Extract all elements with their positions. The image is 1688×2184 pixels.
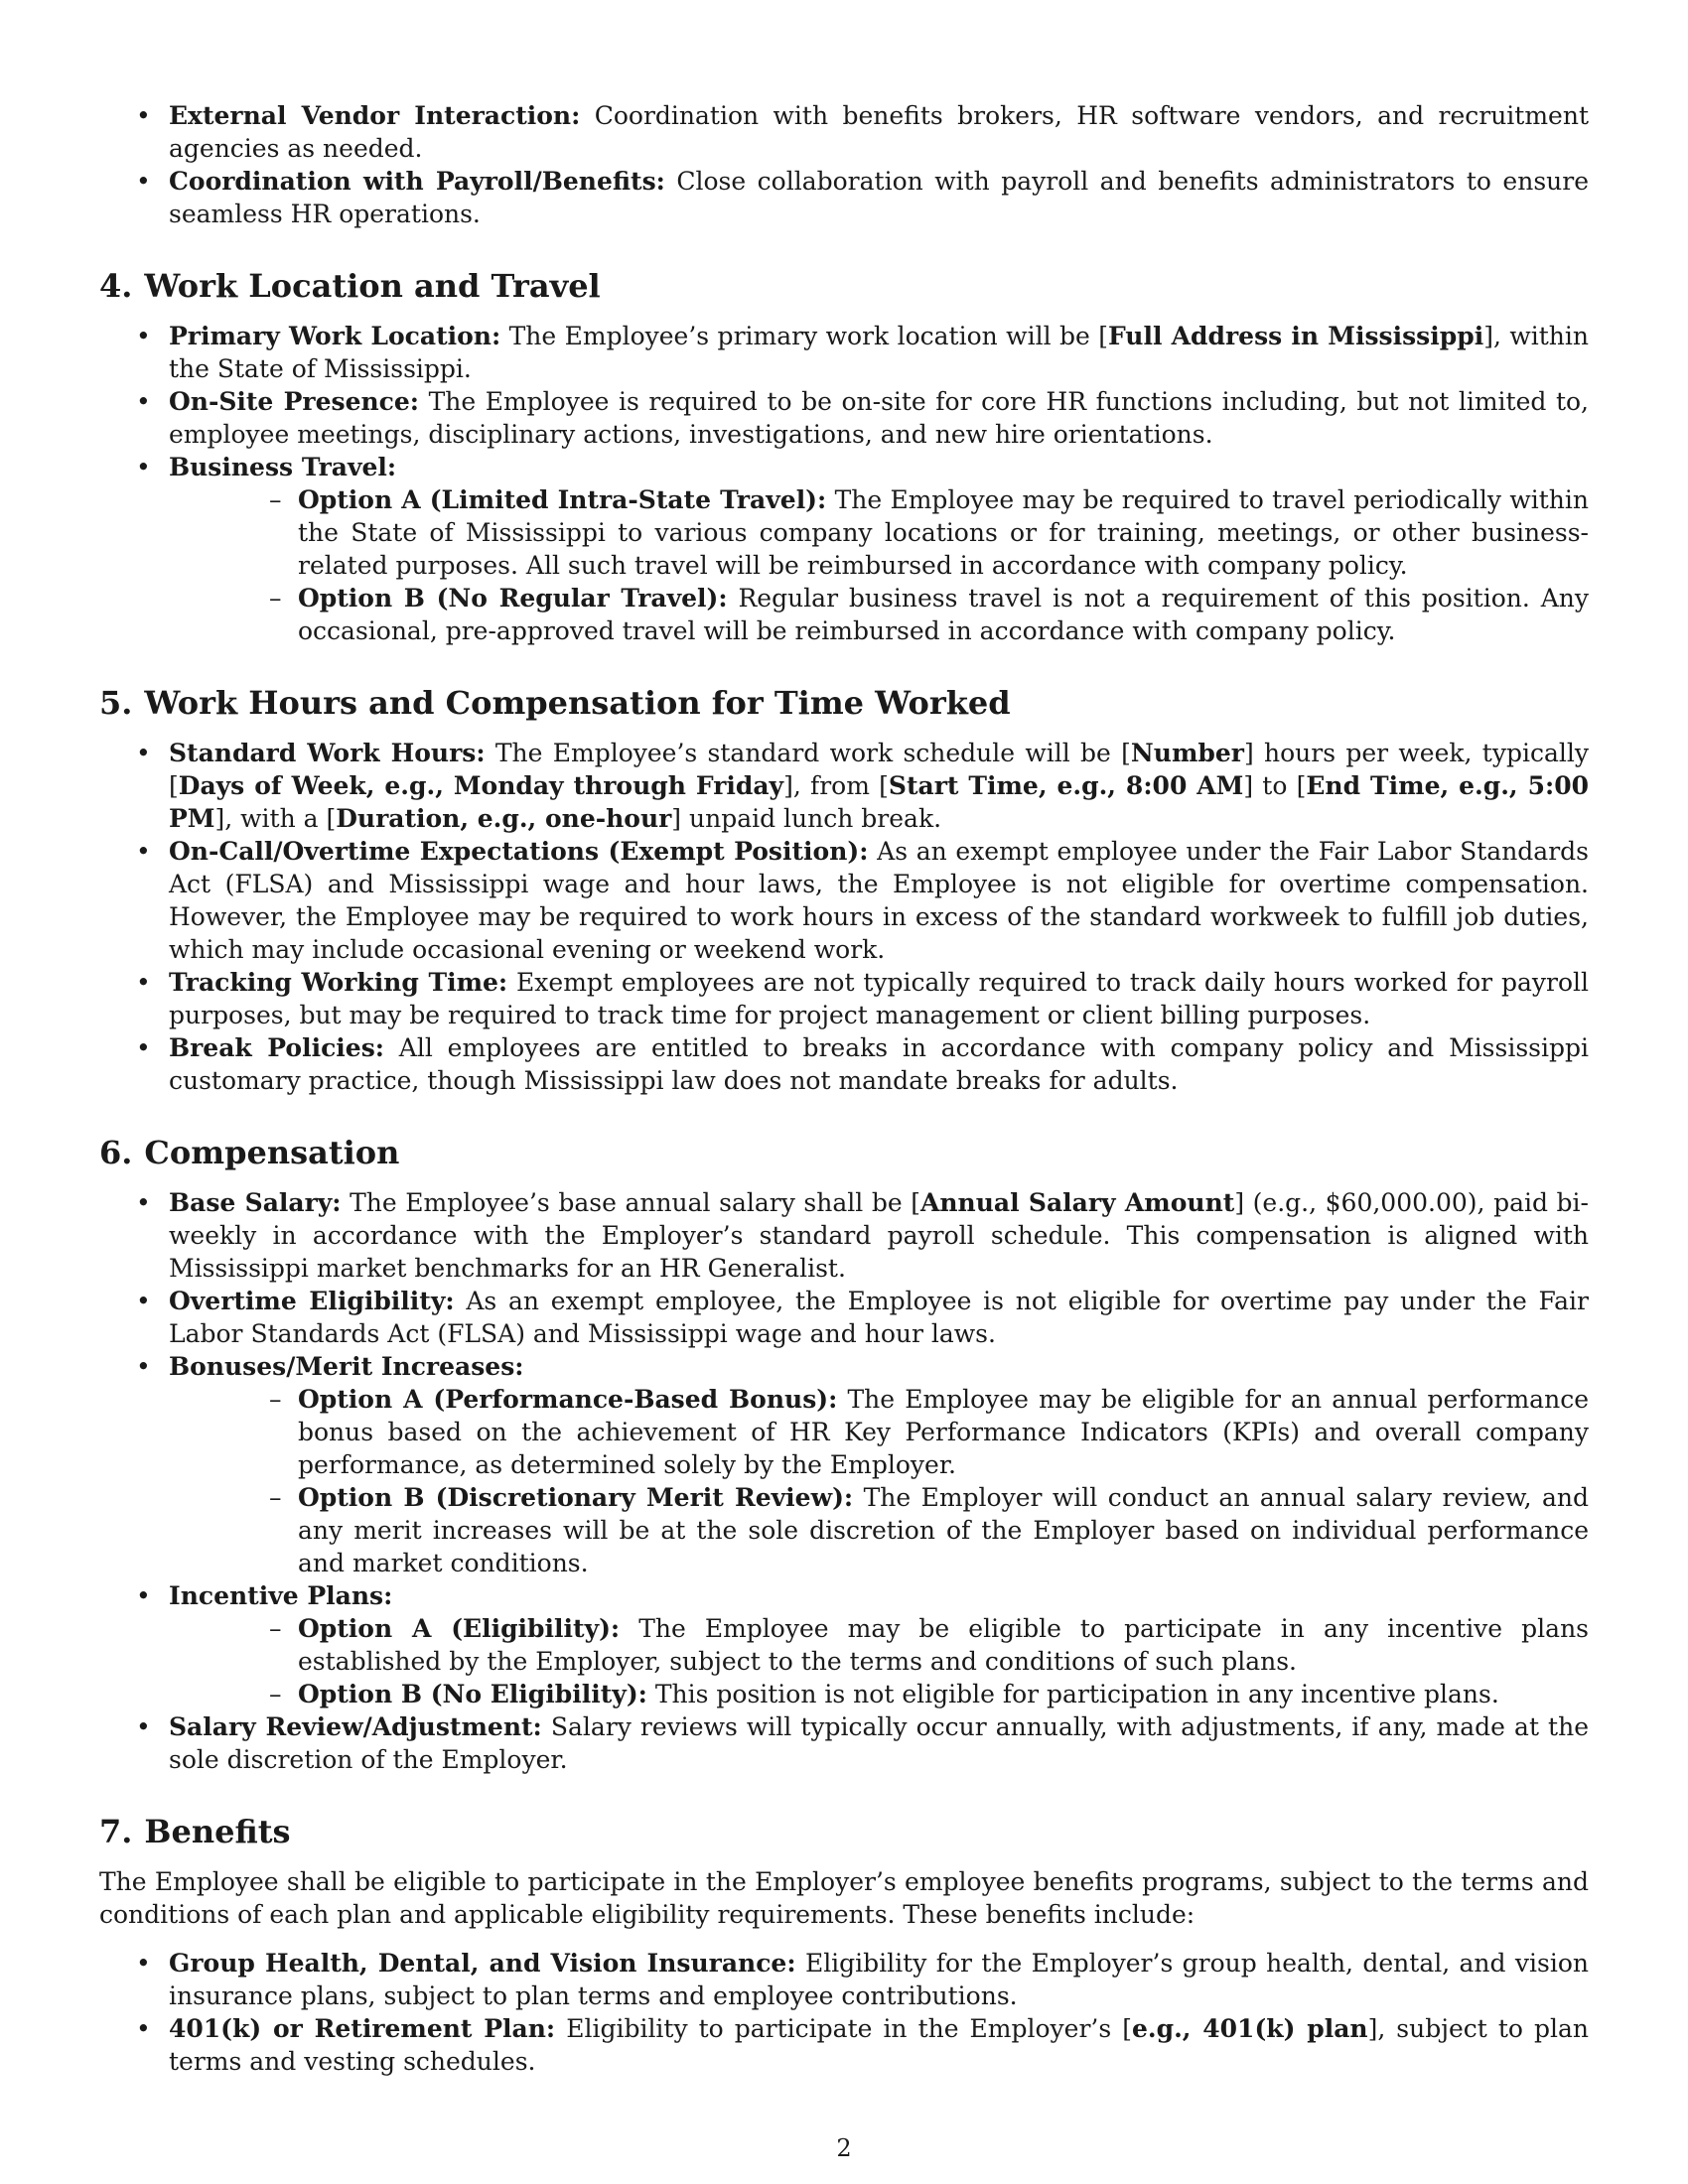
section-title: Work Location and Travel: [144, 267, 601, 305]
item-text: ] (e.g., $60,000.00), paid bi-weekly in accordance with the Employer’s standard payroll schedule. This compensation is aligned with Mississippi market benchmarks for an HR Generalist.: [169, 1188, 1589, 1283]
item-text: This position is not eligible for participation in any incentive plans.: [646, 1680, 1499, 1708]
item-text: The Employee is required to be on-site for core HR functions including, but not limited to, employee meetings, disciplinary actions, investigations, and new hire orientations.: [169, 387, 1589, 449]
list-item: [99, 385, 1589, 451]
item-text: The Employee may be eligible for an annual performance bonus based on the achievement of HR Key Performance Indicators (KPIs) and overall company performance, as determined solely by the Employer.: [298, 1385, 1589, 1479]
item-label: Salary Review/Adjustment:: [169, 1712, 542, 1741]
item-text: Eligibility to participate in the Employer’s [: [555, 2014, 1132, 2043]
section-number: 7.: [99, 1813, 133, 1850]
item-label: Option B (No Regular Travel):: [298, 584, 728, 613]
item-text: As an exempt employee under the Fair Labor Standards Act (FLSA) and Mississippi wage and hour laws, the Employee is not eligible for overtime compensation. However, the Employee may be required to work hours in excess of the standard workweek to fulfill job duties, which may include occasional evening or weekend work.: [169, 837, 1589, 964]
item-label: Option B (Discretionary Merit Review):: [298, 1483, 854, 1512]
section-title: Compensation: [144, 1134, 400, 1171]
list-item: [99, 1947, 1589, 2012]
list-item: [99, 835, 1589, 966]
item-text: Coordination with benefits brokers, HR software vendors, and recruitment agencies as needed.: [169, 101, 1589, 163]
list-item: [99, 1579, 1589, 1710]
continued-list: [99, 99, 1589, 230]
item-label: Base Salary:: [169, 1188, 342, 1217]
section-number: 5.: [99, 684, 133, 722]
sub-list: [169, 483, 1589, 647]
section-title: Benefits: [144, 1813, 291, 1850]
item-label: Standard Work Hours:: [169, 739, 486, 767]
item-text: Eligibility for the Employer’s group health, dental, and vision insurance plans, subject to plan terms and employee contributions.: [169, 1949, 1589, 2010]
item-text: ] unpaid lunch break.: [671, 804, 942, 833]
item-text: ], subject to plan terms and vesting schedules.: [169, 2014, 1590, 2076]
section-intro: The Employee shall be eligible to participate in the Employer’s employee benefits programs, subject to the terms and conditions of each plan and applicable eligibility requirements. These benefits include:: [99, 1867, 1589, 1929]
item-label: Break Policies:: [169, 1033, 385, 1062]
placeholder-field: Number: [1130, 739, 1244, 767]
sub-list-item: [169, 1678, 1589, 1710]
section-heading-5: [99, 683, 1589, 723]
sub-list-item: [169, 1612, 1589, 1678]
item-text: ], with a [: [214, 804, 337, 833]
placeholder-field: Start Time, e.g., 8:00 AM: [888, 771, 1244, 800]
item-text: ], from [: [783, 771, 889, 800]
item-label: Tracking Working Time:: [169, 968, 508, 997]
item-text: The Employee’s primary work location will be [: [500, 322, 1108, 350]
item-label: Incentive Plans:: [169, 1581, 393, 1610]
item-label: 401(k) or Retirement Plan:: [169, 2014, 556, 2043]
item-label: Group Health, Dental, and Vision Insurance:: [169, 1949, 796, 1978]
item-label: Option A (Eligibility):: [298, 1614, 621, 1643]
item-label: On-Site Presence:: [169, 387, 420, 416]
list-item: [99, 737, 1589, 835]
item-label: Overtime Eligibility:: [169, 1287, 455, 1315]
item-label: Business Travel:: [169, 453, 397, 481]
section-title: Work Hours and Compensation for Time Worked: [144, 684, 1011, 722]
list-item: [99, 165, 1589, 230]
item-label: Option B (No Eligibility):: [298, 1680, 647, 1708]
list-item: [99, 451, 1589, 647]
item-label: Coordination with Payroll/Benefits:: [169, 167, 665, 196]
item-label: External Vendor Interaction:: [169, 101, 581, 130]
list-item: [99, 1031, 1589, 1097]
list-item: [99, 2012, 1589, 2078]
item-text: Close collaboration with payroll and benefits administrators to ensure seamless HR operations.: [169, 167, 1589, 228]
item-text: The Employee may be required to travel periodically within the State of Mississippi to various company locations or for training, meetings, or other business-related purposes. All such travel will be reimbursed in accordance with company policy.: [298, 485, 1589, 580]
sub-list-item: [169, 1383, 1589, 1481]
section-number: 6.: [99, 1134, 133, 1171]
sub-list: [169, 1612, 1589, 1710]
item-text: All employees are entitled to breaks in accordance with company policy and Mississippi customary practice, though Mississippi law does not mandate breaks for adults.: [169, 1033, 1589, 1095]
placeholder-field: Full Address in Mississippi: [1107, 322, 1484, 350]
list-item: [99, 966, 1589, 1031]
item-text: Regular business travel is not a requirement of this position. Any occasional, pre-approved travel will be reimbursed in accordance with company policy.: [298, 584, 1589, 645]
item-text: The Employee’s base annual salary shall be [: [341, 1188, 920, 1217]
document-page: [99, 99, 1589, 2078]
section-4-list: [99, 320, 1589, 647]
item-text: ] to [: [1243, 771, 1307, 800]
page-number: 2: [836, 2134, 852, 2162]
item-text: ] hours per week, typically [: [169, 739, 1589, 800]
list-item: [99, 99, 1589, 165]
item-label: On-Call/Overtime Expectations (Exempt Position):: [169, 837, 869, 866]
section-heading-6: [99, 1133, 1589, 1172]
list-item: [99, 1710, 1589, 1776]
placeholder-field: Duration, e.g., one-hour: [336, 804, 672, 833]
section-5-list: [99, 737, 1589, 1097]
section-7-list: [99, 1947, 1589, 2078]
section-heading-4: [99, 266, 1589, 306]
sub-list-item: [169, 582, 1589, 647]
item-text: The Employee’s standard work schedule will be [: [485, 739, 1131, 767]
item-text: Salary reviews will typically occur annually, with adjustments, if any, made at the sole discretion of the Employer.: [169, 1712, 1589, 1774]
item-text: ], within the State of Mississippi.: [169, 322, 1589, 383]
sub-list: [169, 1383, 1589, 1579]
placeholder-field: End Time, e.g., 5:00 PM: [169, 771, 1589, 833]
section-heading-7: [99, 1812, 1589, 1851]
section-6-list: [99, 1186, 1589, 1776]
item-label: Bonuses/Merit Increases:: [169, 1352, 524, 1381]
placeholder-field: Annual Salary Amount: [919, 1188, 1235, 1217]
item-text: The Employer will conduct an annual salary review, and any merit increases will be at the sole discretion of the Employer based on individual performance and market conditions.: [298, 1483, 1589, 1577]
list-item: [99, 320, 1589, 385]
list-item: [99, 1186, 1589, 1285]
placeholder-field: e.g., 401(k) plan: [1131, 2014, 1368, 2043]
placeholder-field: Days of Week, e.g., Monday through Friday: [178, 771, 784, 800]
list-item: [99, 1350, 1589, 1579]
item-text: As an exempt employee, the Employee is not eligible for overtime pay under the Fair Labor Standards Act (FLSA) and Mississippi wage and hour laws.: [169, 1287, 1589, 1348]
item-label: Primary Work Location:: [169, 322, 501, 350]
item-text: The Employee may be eligible to participate in any incentive plans established by the Employer, subject to the terms and conditions of such plans.: [298, 1614, 1590, 1676]
list-item: [99, 1285, 1589, 1350]
item-text: Exempt employees are not typically required to track daily hours worked for payroll purposes, but may be required to track time for project management or client billing purposes.: [169, 968, 1589, 1029]
sub-list-item: [169, 1481, 1589, 1579]
sub-list-item: [169, 483, 1589, 582]
item-label: Option A (Limited Intra-State Travel):: [298, 485, 827, 514]
section-number: 4.: [99, 267, 133, 305]
item-label: Option A (Performance-Based Bonus):: [298, 1385, 838, 1414]
